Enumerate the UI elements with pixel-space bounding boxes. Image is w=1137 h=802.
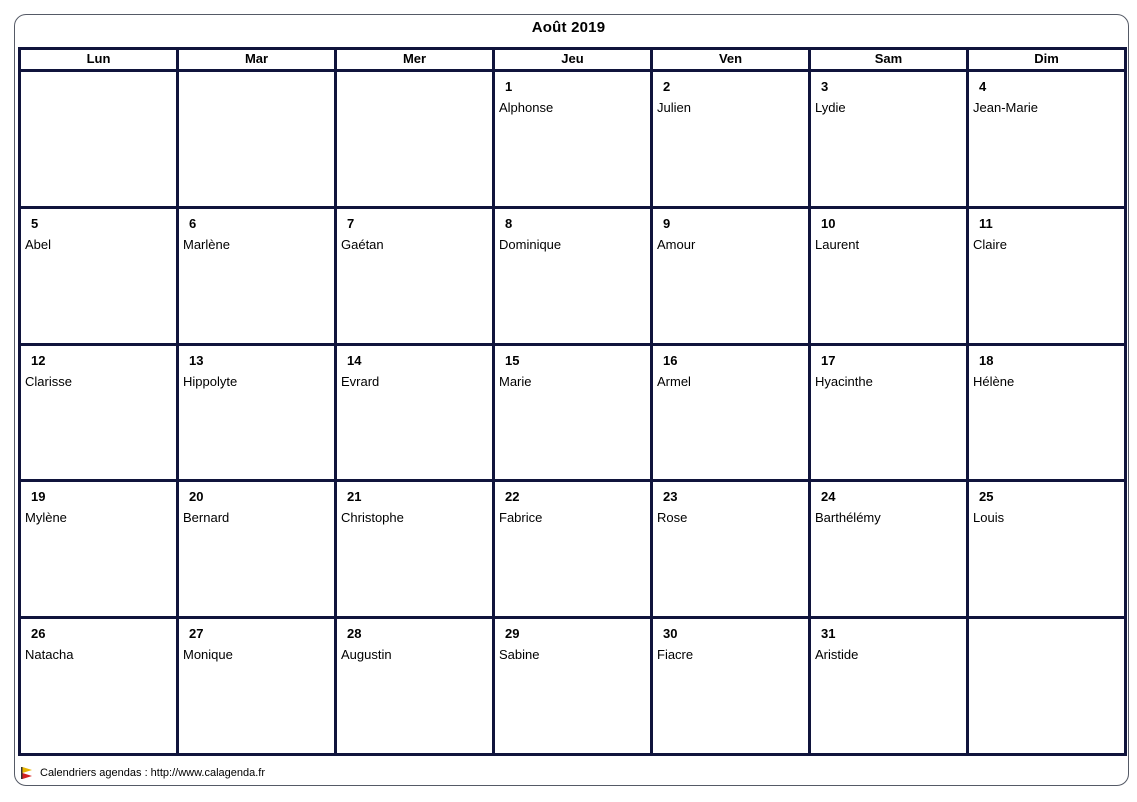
day-cell bbox=[495, 619, 650, 753]
saint-name: Natacha bbox=[25, 647, 74, 663]
day-cell bbox=[969, 209, 1124, 343]
day-cell bbox=[653, 346, 808, 480]
saint-name: Louis bbox=[973, 510, 1005, 526]
day-cell bbox=[179, 346, 334, 480]
day-number: 28 bbox=[347, 626, 362, 642]
day-cell bbox=[21, 619, 176, 753]
day-number: 15 bbox=[505, 352, 520, 368]
footer-text[interactable]: Calendriers agendas : http://www.calagenda.fr bbox=[40, 767, 266, 779]
saint-name: Claire bbox=[973, 236, 1007, 252]
saint-name: Hippolyte bbox=[183, 373, 238, 389]
saint-name: Bernard bbox=[183, 510, 230, 526]
weekday-header: Mer bbox=[337, 50, 492, 69]
day-cell bbox=[179, 619, 334, 753]
day-cell bbox=[21, 209, 176, 343]
day-cell bbox=[21, 346, 176, 480]
day-number: 19 bbox=[31, 489, 46, 505]
calendar-title: Août 2019 bbox=[531, 19, 606, 36]
day-cell bbox=[811, 209, 966, 343]
day-number: 22 bbox=[505, 489, 520, 505]
day-cell bbox=[337, 346, 492, 480]
day-cell bbox=[969, 346, 1124, 480]
saint-name: Alphonse bbox=[499, 100, 554, 115]
day-cell bbox=[811, 482, 966, 616]
empty-cell bbox=[337, 72, 492, 206]
day-cell bbox=[21, 482, 176, 616]
day-cell bbox=[653, 482, 808, 616]
day-number: 2 bbox=[663, 79, 671, 94]
day-cell bbox=[811, 346, 966, 480]
saint-name: Fabrice bbox=[499, 510, 543, 526]
day-number: 11 bbox=[979, 215, 993, 231]
day-cell bbox=[969, 482, 1124, 616]
weekday-header: Sam bbox=[811, 50, 966, 69]
weekday-header: Jeu bbox=[495, 50, 650, 69]
day-number: 21 bbox=[347, 489, 362, 505]
saint-name: Julien bbox=[657, 100, 691, 115]
saint-name: Rose bbox=[657, 510, 688, 526]
day-number: 4 bbox=[979, 79, 987, 94]
weekday-header: Lun bbox=[21, 50, 176, 69]
day-number: 30 bbox=[663, 626, 678, 642]
day-number: 3 bbox=[821, 79, 829, 94]
saint-name: Jean-Marie bbox=[973, 100, 1039, 115]
saint-name: Gaétan bbox=[341, 236, 384, 252]
saint-name: Armel bbox=[657, 373, 691, 389]
day-number: 9 bbox=[663, 215, 671, 231]
day-number: 18 bbox=[979, 352, 994, 368]
day-number: 31 bbox=[821, 626, 836, 642]
day-number: 25 bbox=[979, 489, 994, 505]
saint-name: Marie bbox=[499, 373, 532, 389]
day-cell bbox=[179, 482, 334, 616]
day-number: 17 bbox=[821, 352, 836, 368]
day-number: 6 bbox=[189, 215, 197, 231]
day-cell bbox=[495, 482, 650, 616]
saint-name: Augustin bbox=[341, 647, 392, 663]
calendar-grid bbox=[18, 47, 1127, 756]
day-number: 23 bbox=[663, 489, 678, 505]
day-number: 12 bbox=[31, 352, 46, 368]
day-cell bbox=[495, 346, 650, 480]
day-cell bbox=[811, 619, 966, 753]
day-number: 27 bbox=[189, 626, 204, 642]
day-number: 13 bbox=[189, 352, 204, 368]
empty-cell bbox=[21, 72, 176, 206]
saint-name: Laurent bbox=[815, 236, 860, 252]
saint-name: Hélène bbox=[973, 373, 1015, 389]
saint-name: Barthélémy bbox=[815, 510, 881, 526]
day-cell bbox=[337, 209, 492, 343]
footer bbox=[20, 765, 265, 781]
saint-name: Aristide bbox=[815, 647, 859, 663]
saint-name: Mylène bbox=[25, 510, 67, 526]
saint-name: Christophe bbox=[341, 510, 404, 526]
day-cell bbox=[495, 209, 650, 343]
saint-name: Amour bbox=[657, 236, 696, 252]
day-number: 16 bbox=[663, 352, 678, 368]
day-cell bbox=[653, 619, 808, 753]
day-number: 24 bbox=[821, 489, 836, 505]
day-number: 5 bbox=[31, 215, 39, 231]
empty-cell bbox=[969, 619, 1124, 753]
day-cell bbox=[969, 72, 1124, 206]
weekday-header: Dim bbox=[969, 50, 1124, 69]
day-cell bbox=[179, 209, 334, 343]
day-cell bbox=[653, 72, 808, 206]
saint-name: Evrard bbox=[341, 373, 380, 389]
day-cell bbox=[495, 72, 650, 206]
saint-name: Monique bbox=[183, 647, 233, 663]
day-number: 7 bbox=[347, 215, 355, 231]
day-cell bbox=[653, 209, 808, 343]
empty-cell bbox=[179, 72, 334, 206]
saint-name: Lydie bbox=[815, 100, 846, 115]
saint-name: Dominique bbox=[499, 236, 562, 252]
day-number: 20 bbox=[189, 489, 204, 505]
day-number: 14 bbox=[347, 352, 362, 368]
saint-name: Fiacre bbox=[657, 647, 694, 663]
day-number: 10 bbox=[821, 215, 836, 231]
day-number: 29 bbox=[505, 626, 520, 642]
saint-name: Sabine bbox=[499, 647, 540, 663]
day-cell bbox=[337, 619, 492, 753]
day-number: 8 bbox=[505, 215, 513, 231]
day-number: 1 bbox=[505, 79, 513, 94]
saint-name: Marlène bbox=[183, 236, 230, 252]
saint-name: Abel bbox=[25, 236, 52, 252]
day-cell bbox=[811, 72, 966, 206]
flag-icon bbox=[20, 766, 34, 780]
saint-name: Clarisse bbox=[25, 373, 72, 389]
weekday-header: Ven bbox=[653, 50, 808, 69]
day-number: 26 bbox=[31, 626, 46, 642]
weekday-header: Mar bbox=[179, 50, 334, 69]
saint-name: Hyacinthe bbox=[815, 373, 873, 389]
day-cell bbox=[337, 482, 492, 616]
